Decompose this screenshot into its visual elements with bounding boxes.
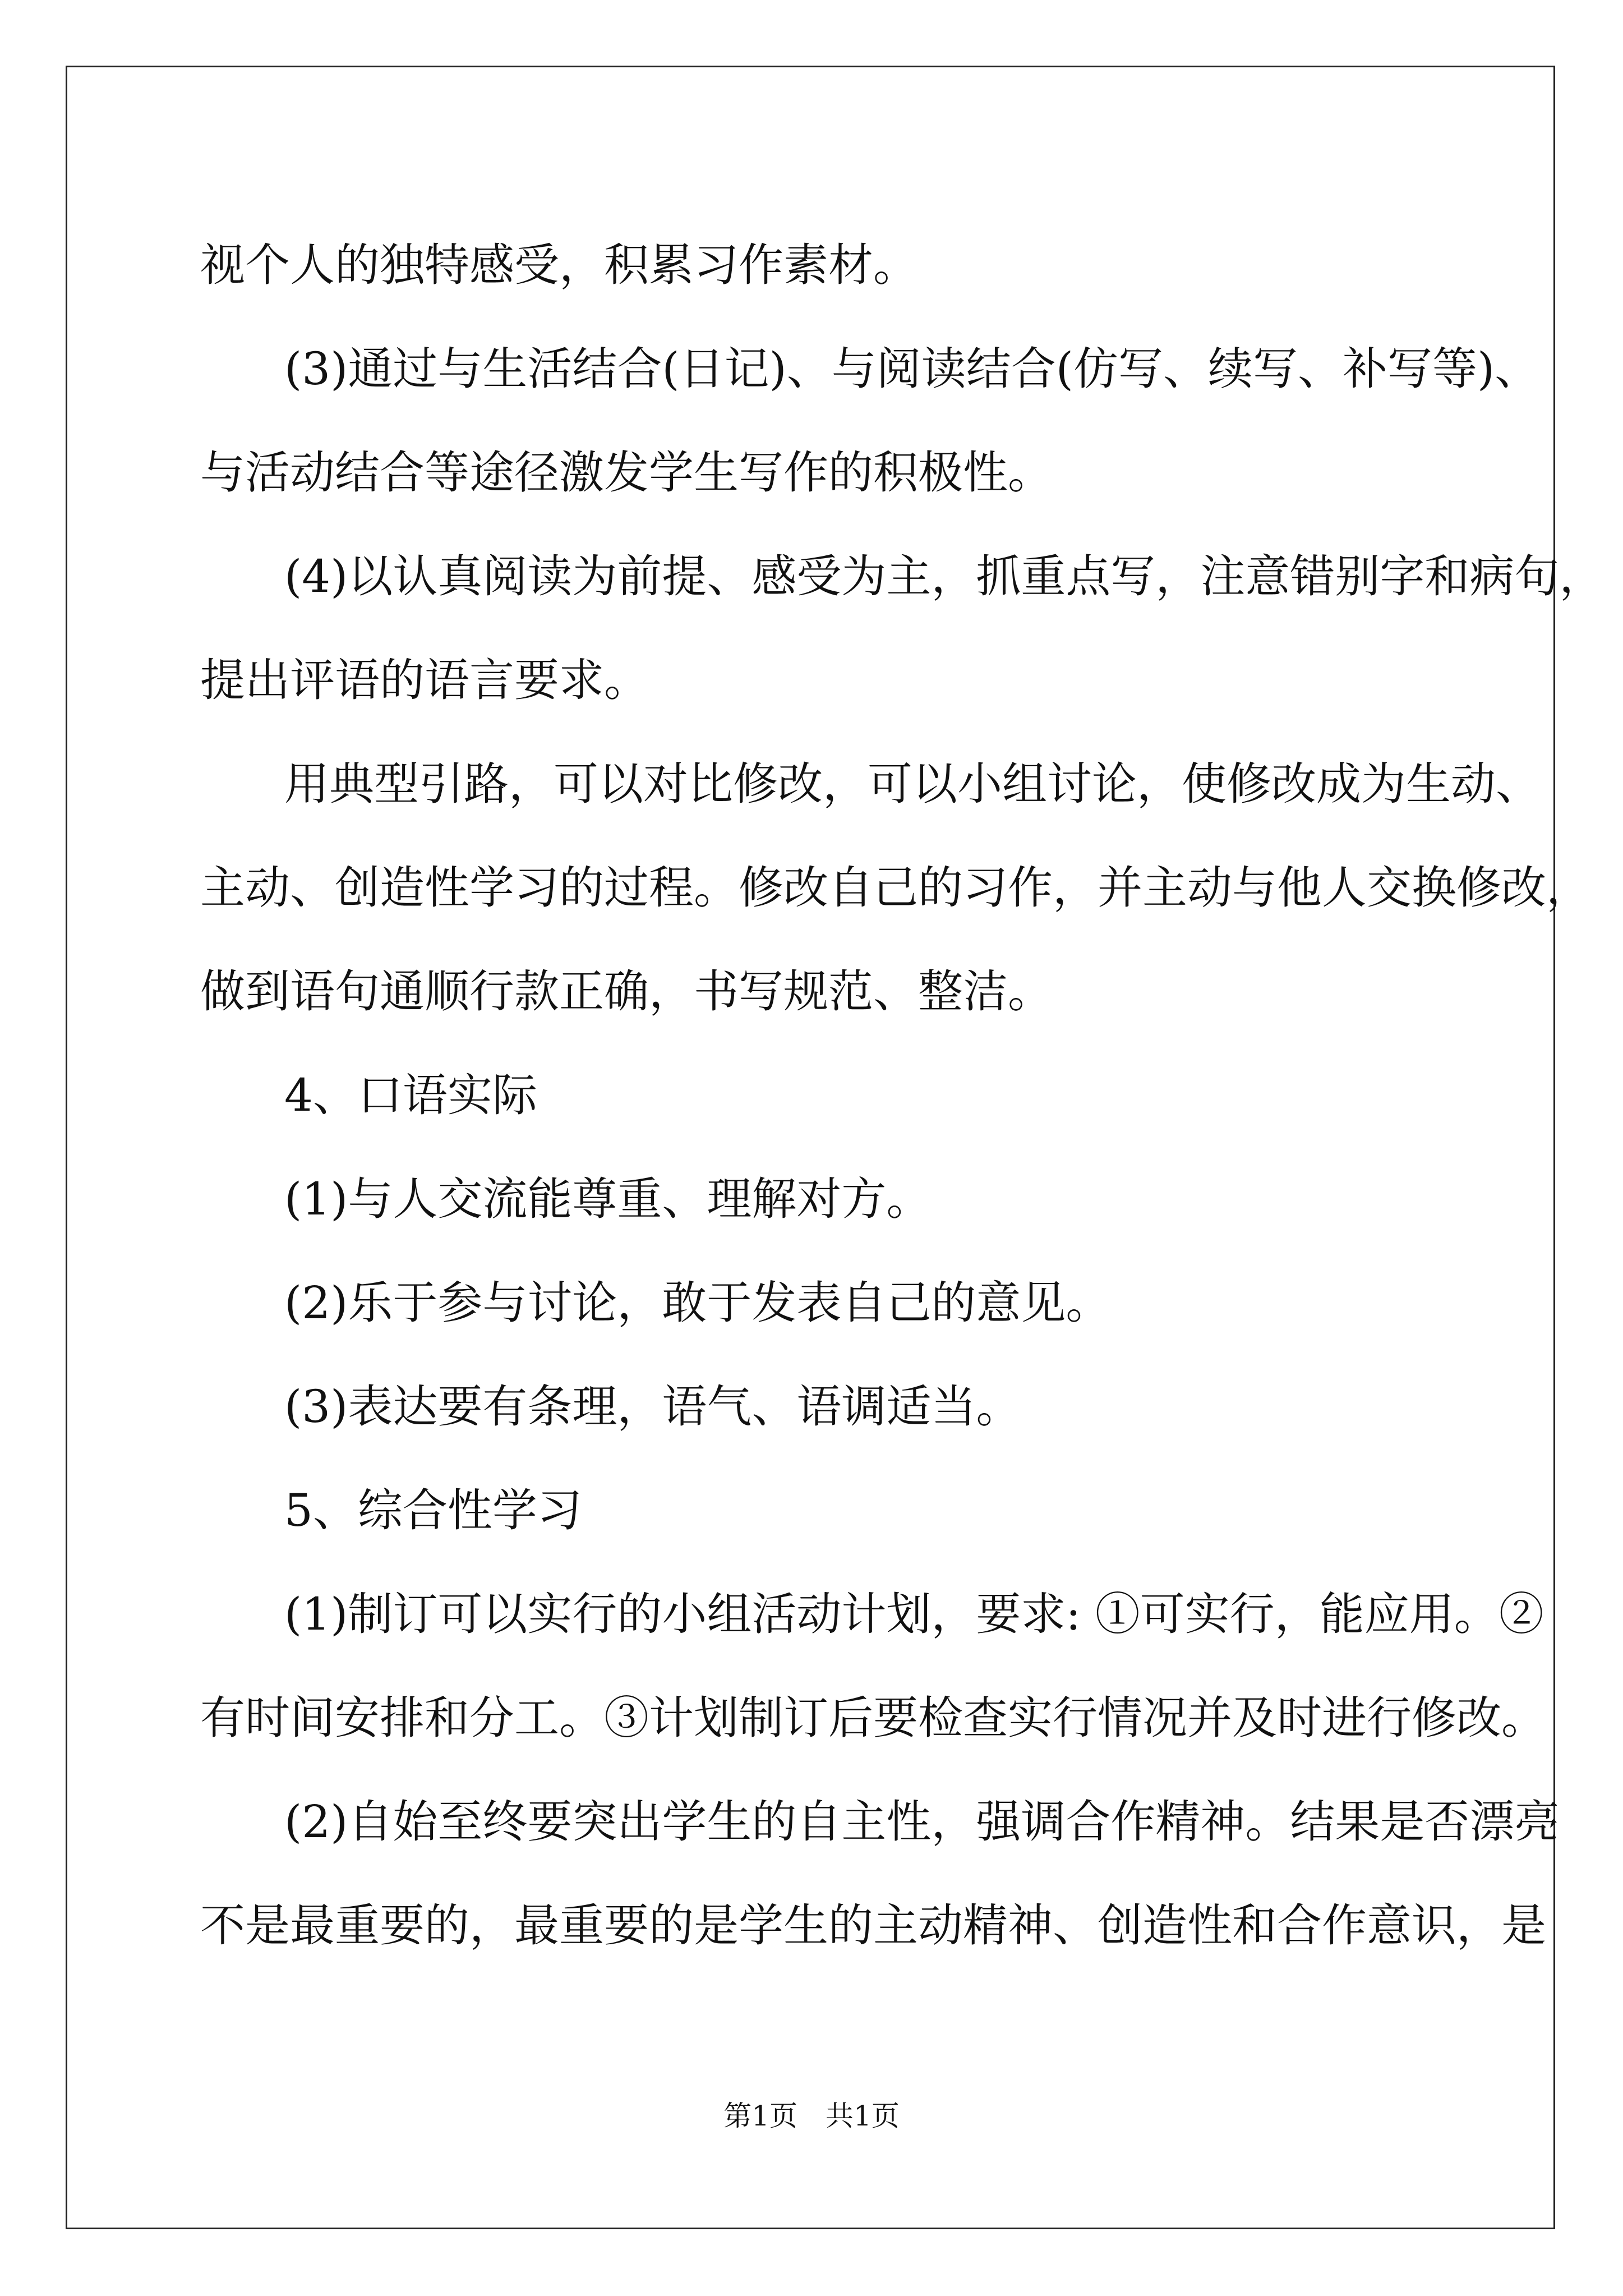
text-line: 做到语句通顺行款正确，书写规范、整洁。 <box>200 965 1053 1018</box>
text-line: 与活动结合等途径激发学生写作的积极性。 <box>200 447 1053 499</box>
text-line: (2)乐于参与讨论，敢于发表自己的意见。 <box>284 1277 1111 1329</box>
text-line: 提出评语的语言要求。 <box>200 654 649 706</box>
section-heading: 5、综合性学习 <box>284 1484 582 1536</box>
text-line: 用典型引路，可以对比修改，可以小组讨论，使修改成为生动、 <box>284 758 1541 810</box>
text-line: 有时间安排和分工。③计划制订后要检查实行情况并及时进行修改。 <box>200 1692 1546 1744</box>
text-line: 视个人的独特感受，积累习作素材。 <box>200 239 918 291</box>
text-line: (3)表达要有条理，语气、语调适当。 <box>284 1381 1021 1433</box>
text-line: (1)制订可以实行的小组活动计划，要求: ①可实行，能应用。② <box>284 1588 1544 1640</box>
section-heading: 4、口语实际 <box>284 1069 537 1121</box>
text-line: (3)通过与生活结合(日记)、与阅读结合(仿写、续写、补写等)、 <box>284 343 1540 395</box>
document-body <box>200 213 1604 1977</box>
text-line: (1)与人交流能尊重、理解对方。 <box>284 1173 932 1225</box>
text-line: 主动、创造性学习的过程。修改自己的习作，并主动与他人交换修改， <box>200 862 1591 914</box>
text-line: 不是最重要的，最重要的是学生的主动精神、创造性和合作意识，是 <box>200 1899 1546 1952</box>
text-line: (2)自始至终要突出学生的自主性，强调合作精神。结果是否漂亮 <box>284 1796 1560 1848</box>
text-line: (4)以认真阅读为前提、感受为主，抓重点写，注意错别字和病句， <box>284 550 1604 602</box>
page-footer: 第1页 共1页 <box>723 2100 900 2132</box>
